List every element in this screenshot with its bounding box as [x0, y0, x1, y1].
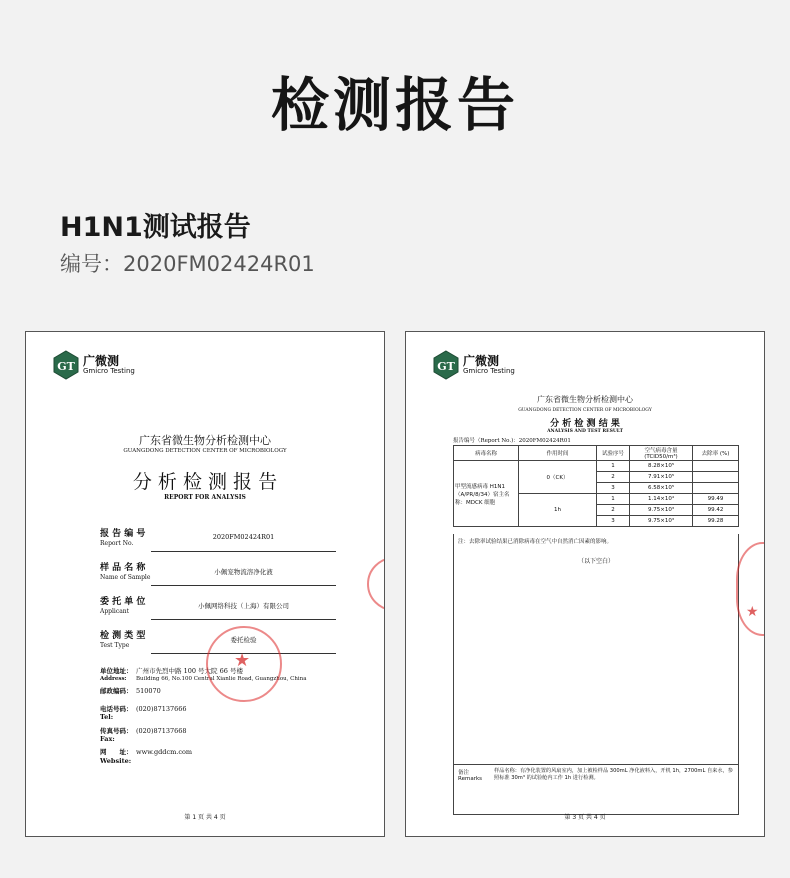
info-address-en: Address: Building 66, No.100 Central Xianlie Road, Guangzhou, China — [100, 676, 307, 682]
org-name-en: GUANGDONG DETECTION CENTER OF MICROBIOLOGY — [123, 448, 287, 454]
table-header: 病毒名称 — [454, 446, 519, 461]
gt-logo-icon — [53, 350, 79, 380]
content-cell: 8.28×10⁵ — [630, 461, 693, 472]
results-title-en: ANALYSIS AND TEST RESULT — [547, 429, 623, 434]
logo-en: Gmicro Testing — [463, 366, 515, 375]
org-name-cn: 广东省微生物分析检测中心 — [139, 434, 271, 447]
content-cell: 7.91×10⁵ — [630, 472, 693, 483]
seam-stamp — [736, 542, 765, 636]
page-title: 检测报告 — [270, 71, 519, 139]
report-number: 编号：2020FM02424R01 — [60, 252, 315, 276]
rate-cell: 99.28 — [693, 516, 739, 527]
page-footer: 第 1 页 共 4 页 — [184, 814, 226, 821]
logo-cn: 广微测 — [463, 353, 500, 368]
svg-text:GT: GT — [57, 360, 75, 373]
info-tel: 电话号码： (020)87137666 — [100, 705, 187, 713]
field-label-en: Applicant — [100, 608, 130, 615]
virus-name-cell: 甲型流感病毒 H1N1（A/PR/8/34）宿主名称：MDCK 细胞 — [454, 461, 519, 527]
logo-en: Gmicro Testing — [83, 366, 135, 375]
info-address-cn: 单位地址： 广州市先烈中路 100 号大院 66 号楼 — [100, 667, 243, 675]
content-cell: 9.75×10³ — [630, 505, 693, 516]
table-header: 去除率 (%) — [693, 446, 739, 461]
field-label-en: Test Type — [100, 642, 130, 649]
info-fax-en: Fax: — [100, 735, 115, 743]
gt-logo-icon — [433, 350, 459, 380]
field-label-en: Report No. — [100, 540, 134, 547]
results-table — [453, 445, 739, 527]
report-results-page — [405, 331, 765, 837]
seq-cell: 2 — [597, 505, 630, 516]
field-label: 样 品 名 称 — [100, 563, 146, 573]
seq-cell: 2 — [597, 472, 630, 483]
remarks-divider — [454, 764, 738, 765]
rate-cell — [693, 483, 739, 494]
table-header: 作用时间 — [519, 446, 597, 461]
content-cell: 6.58×10⁵ — [630, 483, 693, 494]
report-subtitle: H1N1测试报告 — [60, 212, 251, 243]
field-label: 委 托 单 位 — [100, 597, 146, 607]
logo — [53, 350, 135, 380]
blank-marker: （以下空白） — [577, 558, 614, 565]
info-fax: 传真号码： (020)87137668 — [100, 727, 187, 735]
field-underline — [151, 585, 336, 586]
rate-cell — [693, 461, 739, 472]
field-label: 报 告 编 号 — [100, 529, 146, 539]
results-report-no: 报告编号（Report No.)：2020FM02424R01 — [453, 438, 571, 444]
results-title-cn: 分 析 检 测 结 果 — [550, 419, 620, 429]
svg-text:GT: GT — [437, 360, 455, 373]
info-website-en: Website: — [100, 757, 132, 765]
table-row — [454, 461, 739, 472]
org-name-cn: 广东省微生物分析检测中心 — [537, 395, 633, 404]
field-label: 检 测 类 型 — [100, 631, 146, 641]
field-value: 小佩宠物流溶净化液 — [214, 568, 273, 576]
rate-cell: 99.42 — [693, 505, 739, 516]
rate-cell — [693, 472, 739, 483]
time-cell: 1h — [519, 494, 597, 527]
table-header: 空气病毒含量 (TCID50/m³) — [630, 446, 693, 461]
field-value: 小佩网络科技（上海）有限公司 — [198, 602, 289, 610]
results-notes-box — [453, 534, 739, 815]
report-cover-page — [25, 331, 385, 837]
content-cell: 9.75×10³ — [630, 516, 693, 527]
org-name-en: GUANGDONG DETECTION CENTER OF MICROBIOLOGY — [518, 408, 652, 413]
stamp-star-icon: ★ — [234, 650, 251, 671]
info-tel-en: Tel: — [100, 713, 114, 721]
field-underline — [151, 551, 336, 552]
field-label-en: Name of Sample — [100, 574, 151, 581]
remarks-text: 样品名称：有净化装置的风扇室内，加上被检样品 300mL 净化液料入，开机 1h，2700mL 自来水，参照标准 30m³ 的试验舱内工作 1h 进行检测。 — [494, 768, 733, 782]
table-header-row — [454, 446, 739, 461]
logo — [433, 350, 515, 380]
seq-cell: 3 — [597, 483, 630, 494]
seq-cell: 3 — [597, 516, 630, 527]
content-cell: 1.14×10⁴ — [630, 494, 693, 505]
seq-cell: 1 — [597, 461, 630, 472]
logo-cn: 广微测 — [83, 353, 120, 368]
report-title-en: REPORT FOR ANALYSIS — [164, 494, 246, 501]
seq-cell: 1 — [597, 494, 630, 505]
table-header: 试验序号 — [597, 446, 630, 461]
info-postcode: 邮政编码： 510070 — [100, 687, 161, 695]
official-stamp — [206, 626, 282, 702]
report-title-cn: 分 析 检 测 报 告 — [132, 471, 278, 493]
time-cell: 0（CK） — [519, 461, 597, 494]
stamp-star-icon: ★ — [746, 604, 759, 620]
field-value: 2020FM02424R01 — [212, 533, 275, 541]
results-note: 注：去除率试验结果已消除病毒在空气中自然消亡因素的影响。 — [458, 539, 613, 545]
seam-stamp — [367, 557, 385, 611]
page-footer: 第 3 页 共 4 页 — [564, 814, 606, 821]
field-underline — [151, 619, 336, 620]
remarks-label: 备注 Remarks — [458, 770, 482, 782]
field-value: 委托检验 — [230, 636, 257, 644]
rate-cell: 99.49 — [693, 494, 739, 505]
info-website: 网 址： www.gddcm.com — [100, 748, 193, 756]
